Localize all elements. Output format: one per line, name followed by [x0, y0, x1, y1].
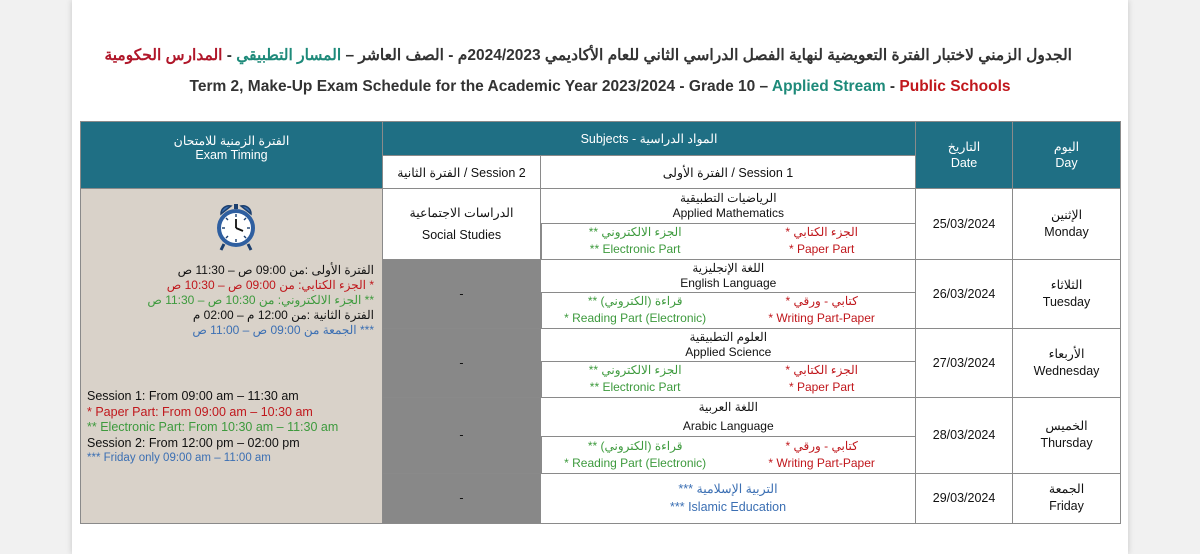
paper-part-en: * Writing Part-Paper: [768, 455, 875, 470]
timing-ar-paper: * الجزء الكتابي: من 09:00 ص – 10:30 ص: [166, 278, 374, 292]
paper-part-ar: * كتابي - ورقي: [785, 438, 858, 453]
electronic-part: [542, 292, 729, 328]
subject-ar: *** التربية الإسلامية: [678, 482, 778, 496]
day-cell: [1013, 260, 1121, 329]
title-ar-schools: المدارس الحكومية: [104, 47, 223, 64]
session2-cell: -: [383, 329, 541, 398]
timing-ar-session2: الفترة الثانية :من 12:00 م – 02:00 م: [192, 308, 374, 322]
document-page: [72, 0, 1128, 554]
day-cell: [1013, 329, 1121, 398]
header-date-ar: التاريخ: [947, 140, 981, 154]
electronic-part-en: * Reading Part (Electronic): [564, 311, 707, 326]
day-ar: الإثنين: [1050, 208, 1083, 222]
header-day-ar: اليوم: [1053, 140, 1080, 154]
session2-cell: -: [383, 473, 541, 523]
day-cell: [1013, 473, 1121, 523]
day-en: Thursday: [1040, 436, 1093, 451]
session1-cell: [541, 189, 916, 260]
timing-ar-session1: الفترة الأولى :من 09:00 ص – 11:30 ص: [177, 263, 374, 277]
paper-part-ar: * الجزء الكتابي: [785, 225, 858, 240]
title-en-stream: Applied Stream: [771, 78, 886, 95]
header-subjects: Subjects - المواد الدراسية: [383, 122, 916, 156]
subject-ar: اللغة العربية: [698, 400, 758, 414]
session1-cell: [541, 398, 916, 474]
date-cell: 28/03/2024: [916, 398, 1013, 474]
date-cell: 26/03/2024: [916, 260, 1013, 329]
header-day-en: Day: [1055, 156, 1078, 170]
title-ar-sep: -: [222, 47, 237, 64]
electronic-part: [542, 223, 729, 259]
electronic-part-ar: ** قراءة (الكتروني): [587, 294, 683, 309]
header-session2: الفترة الثانية / Session 2: [383, 156, 541, 189]
title-ar-main: الجدول الزمني لاختبار الفترة التعويضية لنهاية الفصل الدراسي الثاني للعام الأكاديمي 2024/2023م - الصف العاشر –: [341, 47, 1072, 64]
subject-name: [542, 398, 916, 437]
day-en: Monday: [1044, 225, 1089, 239]
timing-ar-electronic: ** الجزء الالكتروني: من 10:30 ص – 11:30 ص: [147, 293, 374, 307]
day-cell: [1013, 398, 1121, 474]
day-en: Tuesday: [1042, 295, 1091, 309]
electronic-part-ar: ** الجزء الالكتروني: [588, 363, 682, 378]
session1-cell: [541, 329, 916, 398]
electronic-part-en: ** Electronic Part: [589, 380, 681, 395]
header-day: [1013, 122, 1121, 189]
header-timing: [81, 122, 383, 189]
paper-part-en: * Paper Part: [788, 242, 855, 257]
electronic-part-en: * Reading Part (Electronic): [564, 455, 707, 470]
header-session1: الفترة الأولى / Session 1: [541, 156, 916, 189]
electronic-part: [542, 361, 729, 397]
paper-part: [728, 292, 915, 328]
subject-ar: العلوم التطبيقية: [689, 329, 768, 344]
day-ar: الثلاثاء: [1050, 278, 1083, 292]
subject-en: English Language: [680, 275, 777, 290]
paper-part: [728, 361, 915, 397]
timing-en-session2: Session 2: From 12:00 pm – 02:00 pm: [87, 435, 300, 450]
subject-ar: الرياضيات التطبيقية: [680, 190, 777, 205]
header-timing-ar: الفترة الزمنية للامتحان: [173, 134, 290, 148]
subject-name: [542, 189, 916, 223]
timing-en-friday: *** Friday only 09:00 am – 11:00 am: [87, 452, 271, 464]
day-ar: الخميس: [1045, 419, 1088, 434]
subject-en: Applied Mathematics: [672, 205, 784, 220]
date-cell: 25/03/2024: [916, 189, 1013, 260]
subject-en: Arabic Language: [682, 419, 774, 433]
subject-en: *** Islamic Education: [670, 500, 787, 514]
title-en-main: Term 2, Make-Up Exam Schedule for the Academic Year 2023/2024 - Grade 10 –: [189, 78, 772, 95]
paper-part: [728, 437, 915, 473]
electronic-part-ar: ** قراءة (الكتروني): [587, 438, 683, 453]
header-timing-en: Exam Timing: [195, 148, 268, 162]
paper-part-en: * Writing Part-Paper: [768, 311, 875, 326]
day-cell: [1013, 189, 1121, 260]
session2-subject-ar: الدراسات الاجتماعية: [409, 206, 514, 220]
alarm-clock-icon: [215, 201, 257, 253]
title-arabic: [72, 46, 1072, 65]
paper-part: [728, 223, 915, 259]
subject-name: [542, 329, 916, 361]
session2-cell: [383, 189, 541, 260]
timing-english: [87, 389, 338, 467]
paper-part-en: * Paper Part: [788, 380, 855, 395]
title-en-sep: -: [885, 78, 900, 95]
timing-en-electronic: ** Electronic Part: From 10:30 am – 11:30 am: [87, 420, 339, 434]
session2-subject-en: Social Studies: [421, 228, 502, 242]
session1-inner: [541, 260, 915, 328]
paper-part-ar: * كتابي - ورقي: [785, 294, 858, 309]
subject-name: [542, 260, 916, 292]
day-en: Wednesday: [1033, 364, 1100, 378]
subject-en: Applied Science: [685, 344, 772, 359]
electronic-part-ar: ** الجزء الالكتروني: [588, 225, 682, 240]
day-ar: الأربعاء: [1048, 347, 1085, 361]
day-en: Friday: [1049, 499, 1084, 513]
session1-inner: [541, 189, 915, 259]
timing-en-paper: * Paper Part: From 09:00 am – 10:30 am: [87, 404, 313, 419]
date-cell: 29/03/2024: [916, 473, 1013, 523]
timing-arabic: [147, 263, 374, 338]
timing-cell: [81, 189, 383, 524]
subject-ar: اللغة الإنجليزية: [692, 260, 765, 275]
title-en-schools: Public Schools: [899, 78, 1011, 95]
header-date-en: Date: [950, 156, 978, 170]
electronic-part: [542, 437, 729, 473]
session1-inner: [541, 329, 915, 397]
day-ar: الجمعة: [1048, 482, 1085, 496]
session1-cell: [541, 473, 916, 523]
session1-cell: [541, 260, 916, 329]
timing-ar-friday: *** الجمعة من 09:00 ص – 11:00 ص: [192, 323, 374, 337]
title-ar-stream: المسار التطبيقي: [236, 47, 342, 64]
session1-inner: [541, 398, 915, 473]
session2-cell: -: [383, 260, 541, 329]
date-cell: 27/03/2024: [916, 329, 1013, 398]
paper-part-ar: * الجزء الكتابي: [785, 363, 858, 378]
timing-en-session1: Session 1: From 09:00 am – 11:30 am: [87, 389, 299, 403]
header-date: [916, 122, 1013, 189]
exam-schedule-table: [80, 121, 1121, 524]
electronic-part-en: ** Electronic Part: [589, 242, 681, 257]
title-english: [72, 78, 1128, 96]
session2-cell: -: [383, 398, 541, 474]
